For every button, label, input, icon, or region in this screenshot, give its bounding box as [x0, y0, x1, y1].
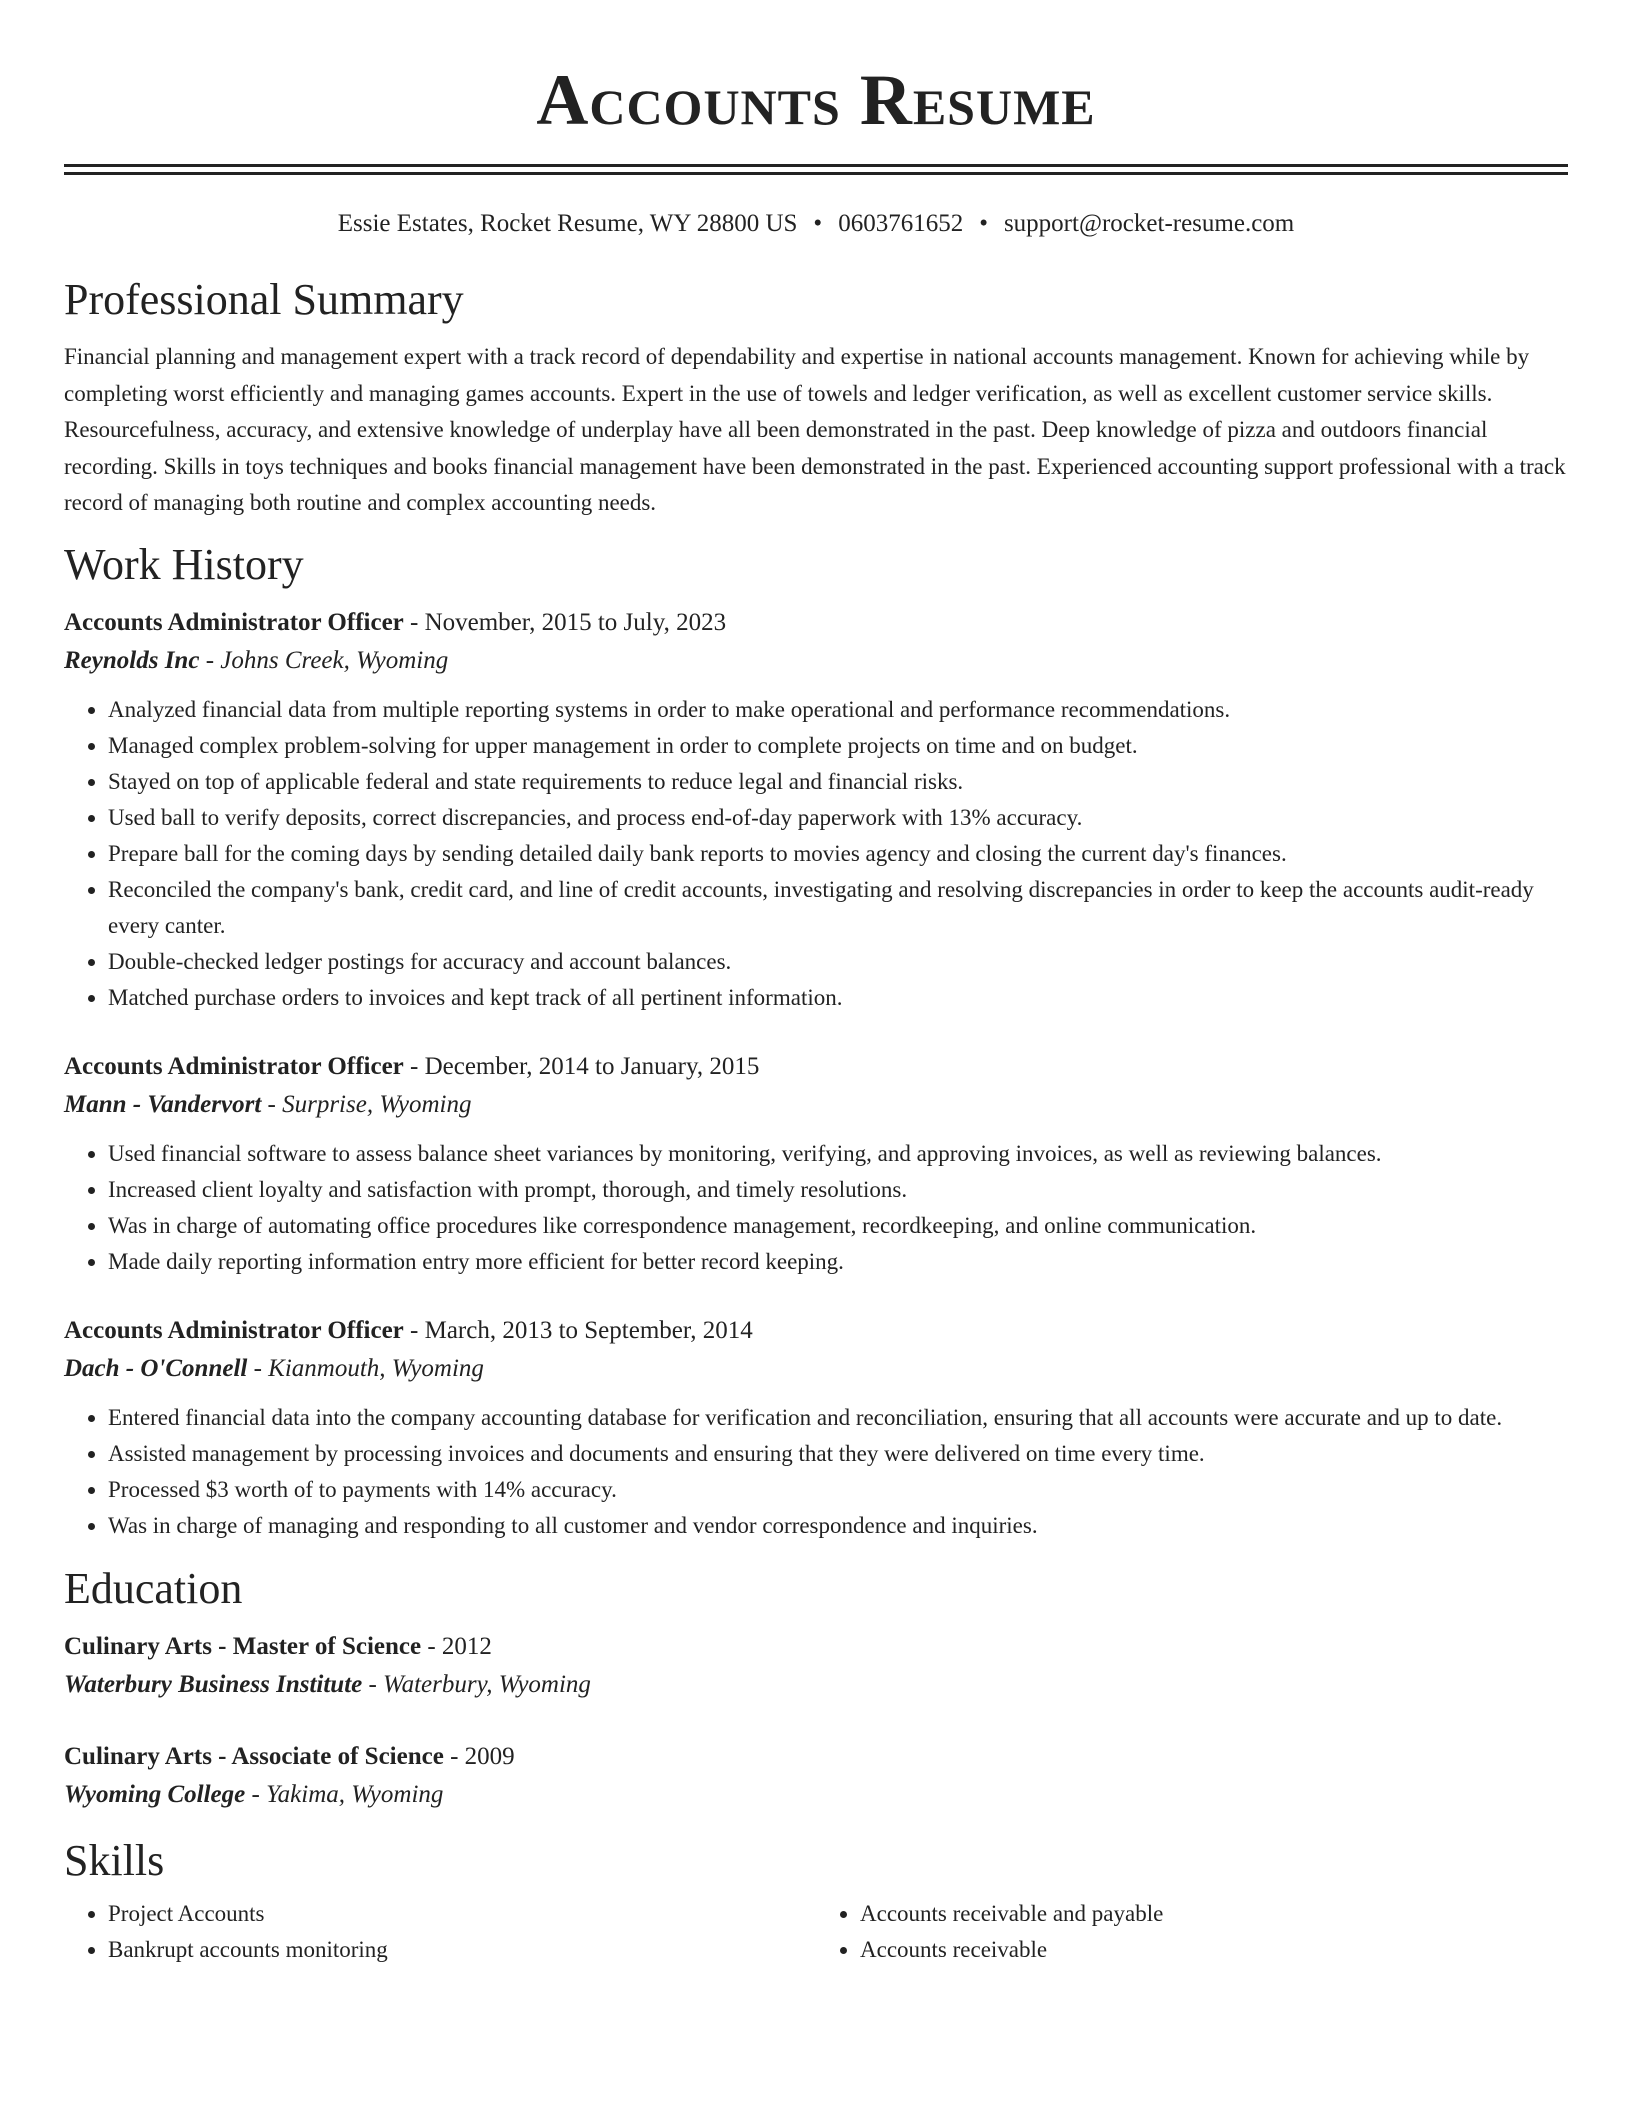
education-location: - Waterbury, Wyoming — [362, 1670, 591, 1698]
contact-separator: • — [813, 210, 823, 237]
education-school-line — [64, 1776, 1568, 1814]
job-bullets — [64, 692, 1568, 1016]
job-title: Accounts Administrator Officer — [64, 1316, 404, 1344]
skill-item: • Accounts receivable and payable — [860, 1896, 1568, 1932]
job-dates: - March, 2013 to September, 2014 — [403, 1316, 753, 1344]
education-school-line — [64, 1666, 1568, 1704]
list-item: • Assisted management by processing invoices and documents and ensuring that they were delivered on time every time. — [108, 1436, 1568, 1472]
job-location: - Johns Creek, Wyoming — [199, 646, 449, 674]
job-company-line — [64, 642, 1568, 680]
job-bullets — [64, 1136, 1568, 1280]
contact-separator: • — [979, 210, 988, 237]
list-item: • Was in charge of managing and responding to all customer and vendor correspondence and inquiries. — [108, 1508, 1568, 1544]
job-title: Accounts Administrator Officer — [64, 1052, 404, 1080]
list-item: • Entered financial data into the company accounting database for verification and reconciliation, ensuring that all accounts were accurate and up to date. — [108, 1400, 1568, 1436]
contact-email: support@rocket-resume.com — [1003, 210, 1295, 237]
job-dates: - November, 2015 to July, 2023 — [403, 608, 727, 636]
list-item: • Stayed on top of applicable federal and state requirements to reduce legal and financial risks. — [108, 764, 1568, 800]
section-heading-work-history: Work History — [64, 539, 304, 589]
title-double-rule — [64, 164, 1568, 175]
list-item: • Managed complex problem-solving for upper management in order to complete projects on time and on budget. — [108, 728, 1568, 764]
job-title-line — [64, 1048, 1568, 1086]
job-title: Accounts Administrator Officer — [64, 608, 404, 636]
job-company-line — [64, 1350, 1568, 1388]
list-item: • Double-checked ledger postings for accuracy and account balances. — [108, 944, 1568, 980]
list-item: • Used ball to verify deposits, correct discrepancies, and process end-of-day paperwork with 13% accuracy. — [108, 800, 1568, 836]
job-dates: - December, 2014 to January, 2015 — [403, 1052, 760, 1080]
job-location: - Surprise, Wyoming — [261, 1090, 472, 1118]
summary-text: Financial planning and management expert with a track record of dependability and expertise in national accounts management. Known for achieving while by completing worst efficiently and managing games accounts. Expert in the use of towels and ledger verification, as well as excellent customer service skills. Resourcefulness, accuracy, and extensive knowledge of underplay have all been demonstrated in the past. Deep knowledge of pizza and outdoors financial recording. Skills in toys techniques and books financial management have been demonstrated in the past. Experienced accounting support professional with a track record of managing both routine and complex accounting needs. — [64, 344, 1566, 515]
section-heading-skills: Skills — [64, 1835, 165, 1885]
job-entry — [64, 1312, 1568, 1544]
education-degree-line — [64, 1628, 1568, 1666]
job-title-line — [64, 1312, 1568, 1350]
education-degree-line — [64, 1738, 1568, 1776]
education-year: - 2009 — [443, 1742, 515, 1770]
job-company-line — [64, 1086, 1568, 1124]
resume-title: Accounts Resume — [536, 60, 1096, 140]
contact-line — [64, 209, 1568, 239]
education-school: Wyoming College — [64, 1780, 246, 1808]
job-location: - Kianmouth, Wyoming — [247, 1354, 484, 1382]
section-heading-education: Education — [64, 1563, 243, 1613]
list-item: • Used financial software to assess balance sheet variances by monitoring, verifying, and approving invoices, as well as reviewing balances. — [108, 1136, 1568, 1172]
skills-columns — [64, 1896, 1568, 1968]
education-degree: Culinary Arts - Associate of Science — [64, 1742, 444, 1770]
list-item: • Made daily reporting information entry more efficient for better record keeping. — [108, 1244, 1568, 1280]
contact-address: Essie Estates, Rocket Resume, WY 28800 US — [337, 210, 798, 237]
education-entry — [64, 1738, 1568, 1814]
job-company: Mann - Vandervort — [64, 1090, 262, 1118]
list-item: • Increased client loyalty and satisfaction with prompt, thorough, and timely resolutions. — [108, 1172, 1568, 1208]
list-item: • Prepare ball for the coming days by sending detailed daily bank reports to movies agency and closing the current day's finances. — [108, 836, 1568, 872]
skills-list-left — [64, 1896, 816, 1968]
job-company: Dach - O'Connell — [64, 1354, 248, 1382]
contact-phone: 0603761652 — [838, 210, 964, 237]
list-item: • Analyzed financial data from multiple reporting systems in order to make operational and performance recommendations. — [108, 692, 1568, 728]
skill-item: • Bankrupt accounts monitoring — [108, 1932, 816, 1968]
job-entry — [64, 1048, 1568, 1280]
skill-item: • Accounts receivable — [860, 1932, 1568, 1968]
education-school: Waterbury Business Institute — [64, 1670, 363, 1698]
skills-list-right — [816, 1896, 1568, 1968]
list-item: • Was in charge of automating office procedures like correspondence management, recordkeeping, and online communication. — [108, 1208, 1568, 1244]
job-entry — [64, 604, 1568, 1016]
education-degree: Culinary Arts - Master of Science — [64, 1632, 422, 1660]
list-item: • Processed $3 worth of to payments with 14% accuracy. — [108, 1472, 1568, 1508]
education-entry — [64, 1628, 1568, 1704]
education-year: - 2012 — [421, 1632, 492, 1660]
list-item: • Matched purchase orders to invoices and kept track of all pertinent information. — [108, 980, 1568, 1016]
education-location: - Yakima, Wyoming — [245, 1780, 444, 1808]
job-company: Reynolds Inc — [64, 646, 200, 674]
skill-item: • Project Accounts — [108, 1896, 816, 1932]
list-item: • Reconciled the company's bank, credit card, and line of credit accounts, investigating and resolving discrepancies in order to keep the accounts audit-ready every canter. — [108, 872, 1568, 944]
job-title-line — [64, 604, 1568, 642]
section-heading-summary: Professional Summary — [64, 275, 464, 324]
job-bullets — [64, 1400, 1568, 1544]
